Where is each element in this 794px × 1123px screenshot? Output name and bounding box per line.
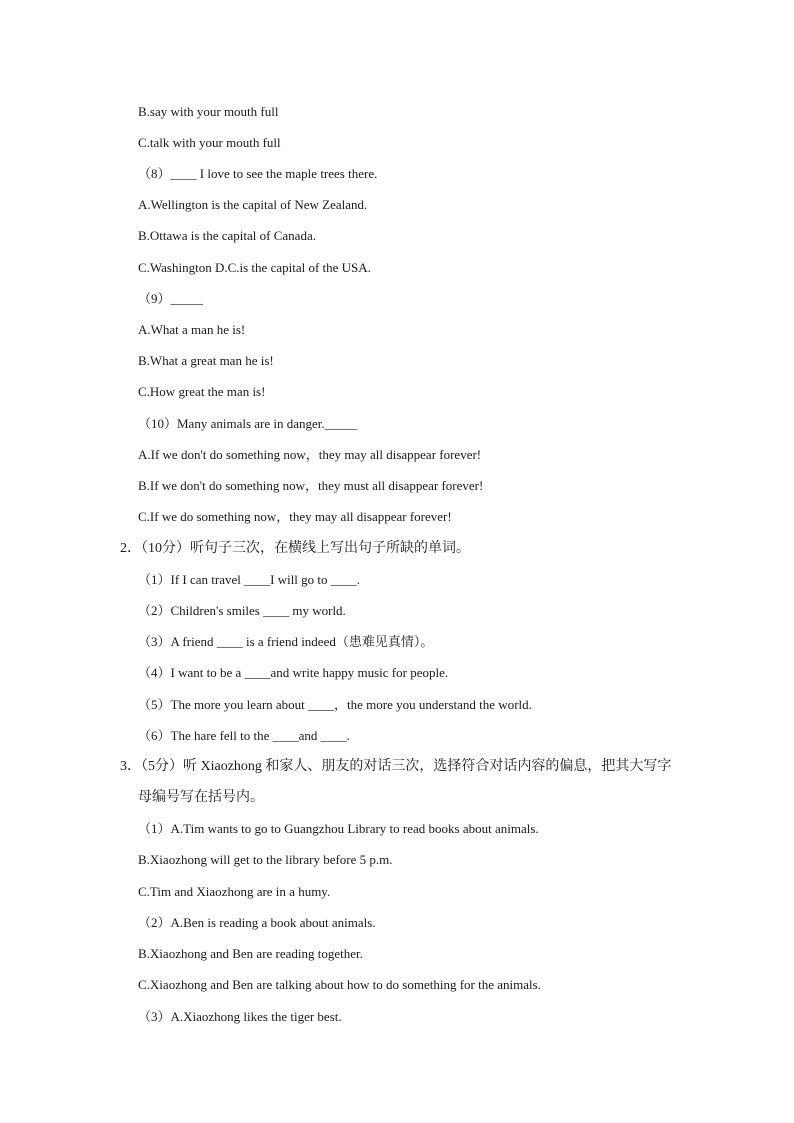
q9-prompt: （9）_____ [138,291,204,306]
q9-option-b: B.What a great man he is! [138,353,274,368]
q8-option-c: C.Washington D.C.is the capital of the USA. [138,260,371,275]
s3-q3-option-a: （3）A.Xiaozhong likes the tiger best. [138,1009,342,1024]
s2-item-5: （5）The more you learn about ____，the more you understand the world. [138,697,532,712]
s3-q1-option-a: （1）A.Tim wants to go to Guangzhou Library to read books about animals. [138,821,539,836]
section-3-heading: 3．（5分）听 Xiaozhong 和家人、朋友的对话三次，选择符合对话内容的偏息，把其大写字 [120,759,672,774]
q10-option-b: B.If we don't do something now，they must all disappear forever! [138,478,484,493]
q10-option-a: A.If we don't do something now，they may all disappear forever! [138,447,482,462]
s3-q2-option-c: C.Xiaozhong and Ben are talking about how to do something for the animals. [138,977,541,992]
s2-item-2: （2）Children's smiles ____ my world. [138,603,346,618]
q8-prompt: （8）____ I love to see the maple trees there. [138,166,378,181]
q7-option-c: C.talk with your mouth full [138,135,281,150]
q10-option-c: C.If we do something now，they may all disappear forever! [138,509,452,524]
s2-item-6: （6）The hare fell to the ____and ____. [138,728,350,743]
section-2-heading: 2．（10分）听句子三次，在横线上写出句子所缺的单词。 [120,541,470,556]
q8-option-b: B.Ottawa is the capital of Canada. [138,228,316,243]
s3-q1-option-c: C.Tim and Xiaozhong are in a humy. [138,884,331,899]
q8-option-a: A.Wellington is the capital of New Zealand. [138,197,368,212]
s3-q2-option-a: （2）A.Ben is reading a book about animals. [138,915,376,930]
s3-q2-option-b: B.Xiaozhong and Ben are reading together. [138,946,363,961]
q10-prompt: （10）Many animals are in danger._____ [138,416,358,431]
section-3-heading-cont: 母编号写在括号内。 [138,790,264,805]
s3-q1-option-b: B.Xiaozhong will get to the library before 5 p.m. [138,852,393,867]
s2-item-4: （4）I want to be a ____and write happy music for people. [138,665,449,680]
q9-option-a: A.What a man he is! [138,322,246,337]
s2-item-3: （3）A friend ____ is a friend indeed（患难见真情）。 [138,634,434,649]
q7-option-b: B.say with your mouth full [138,104,279,119]
q9-option-c: C.How great the man is! [138,384,266,399]
s2-item-1: （1）If I can travel ____I will go to ____. [138,572,361,587]
